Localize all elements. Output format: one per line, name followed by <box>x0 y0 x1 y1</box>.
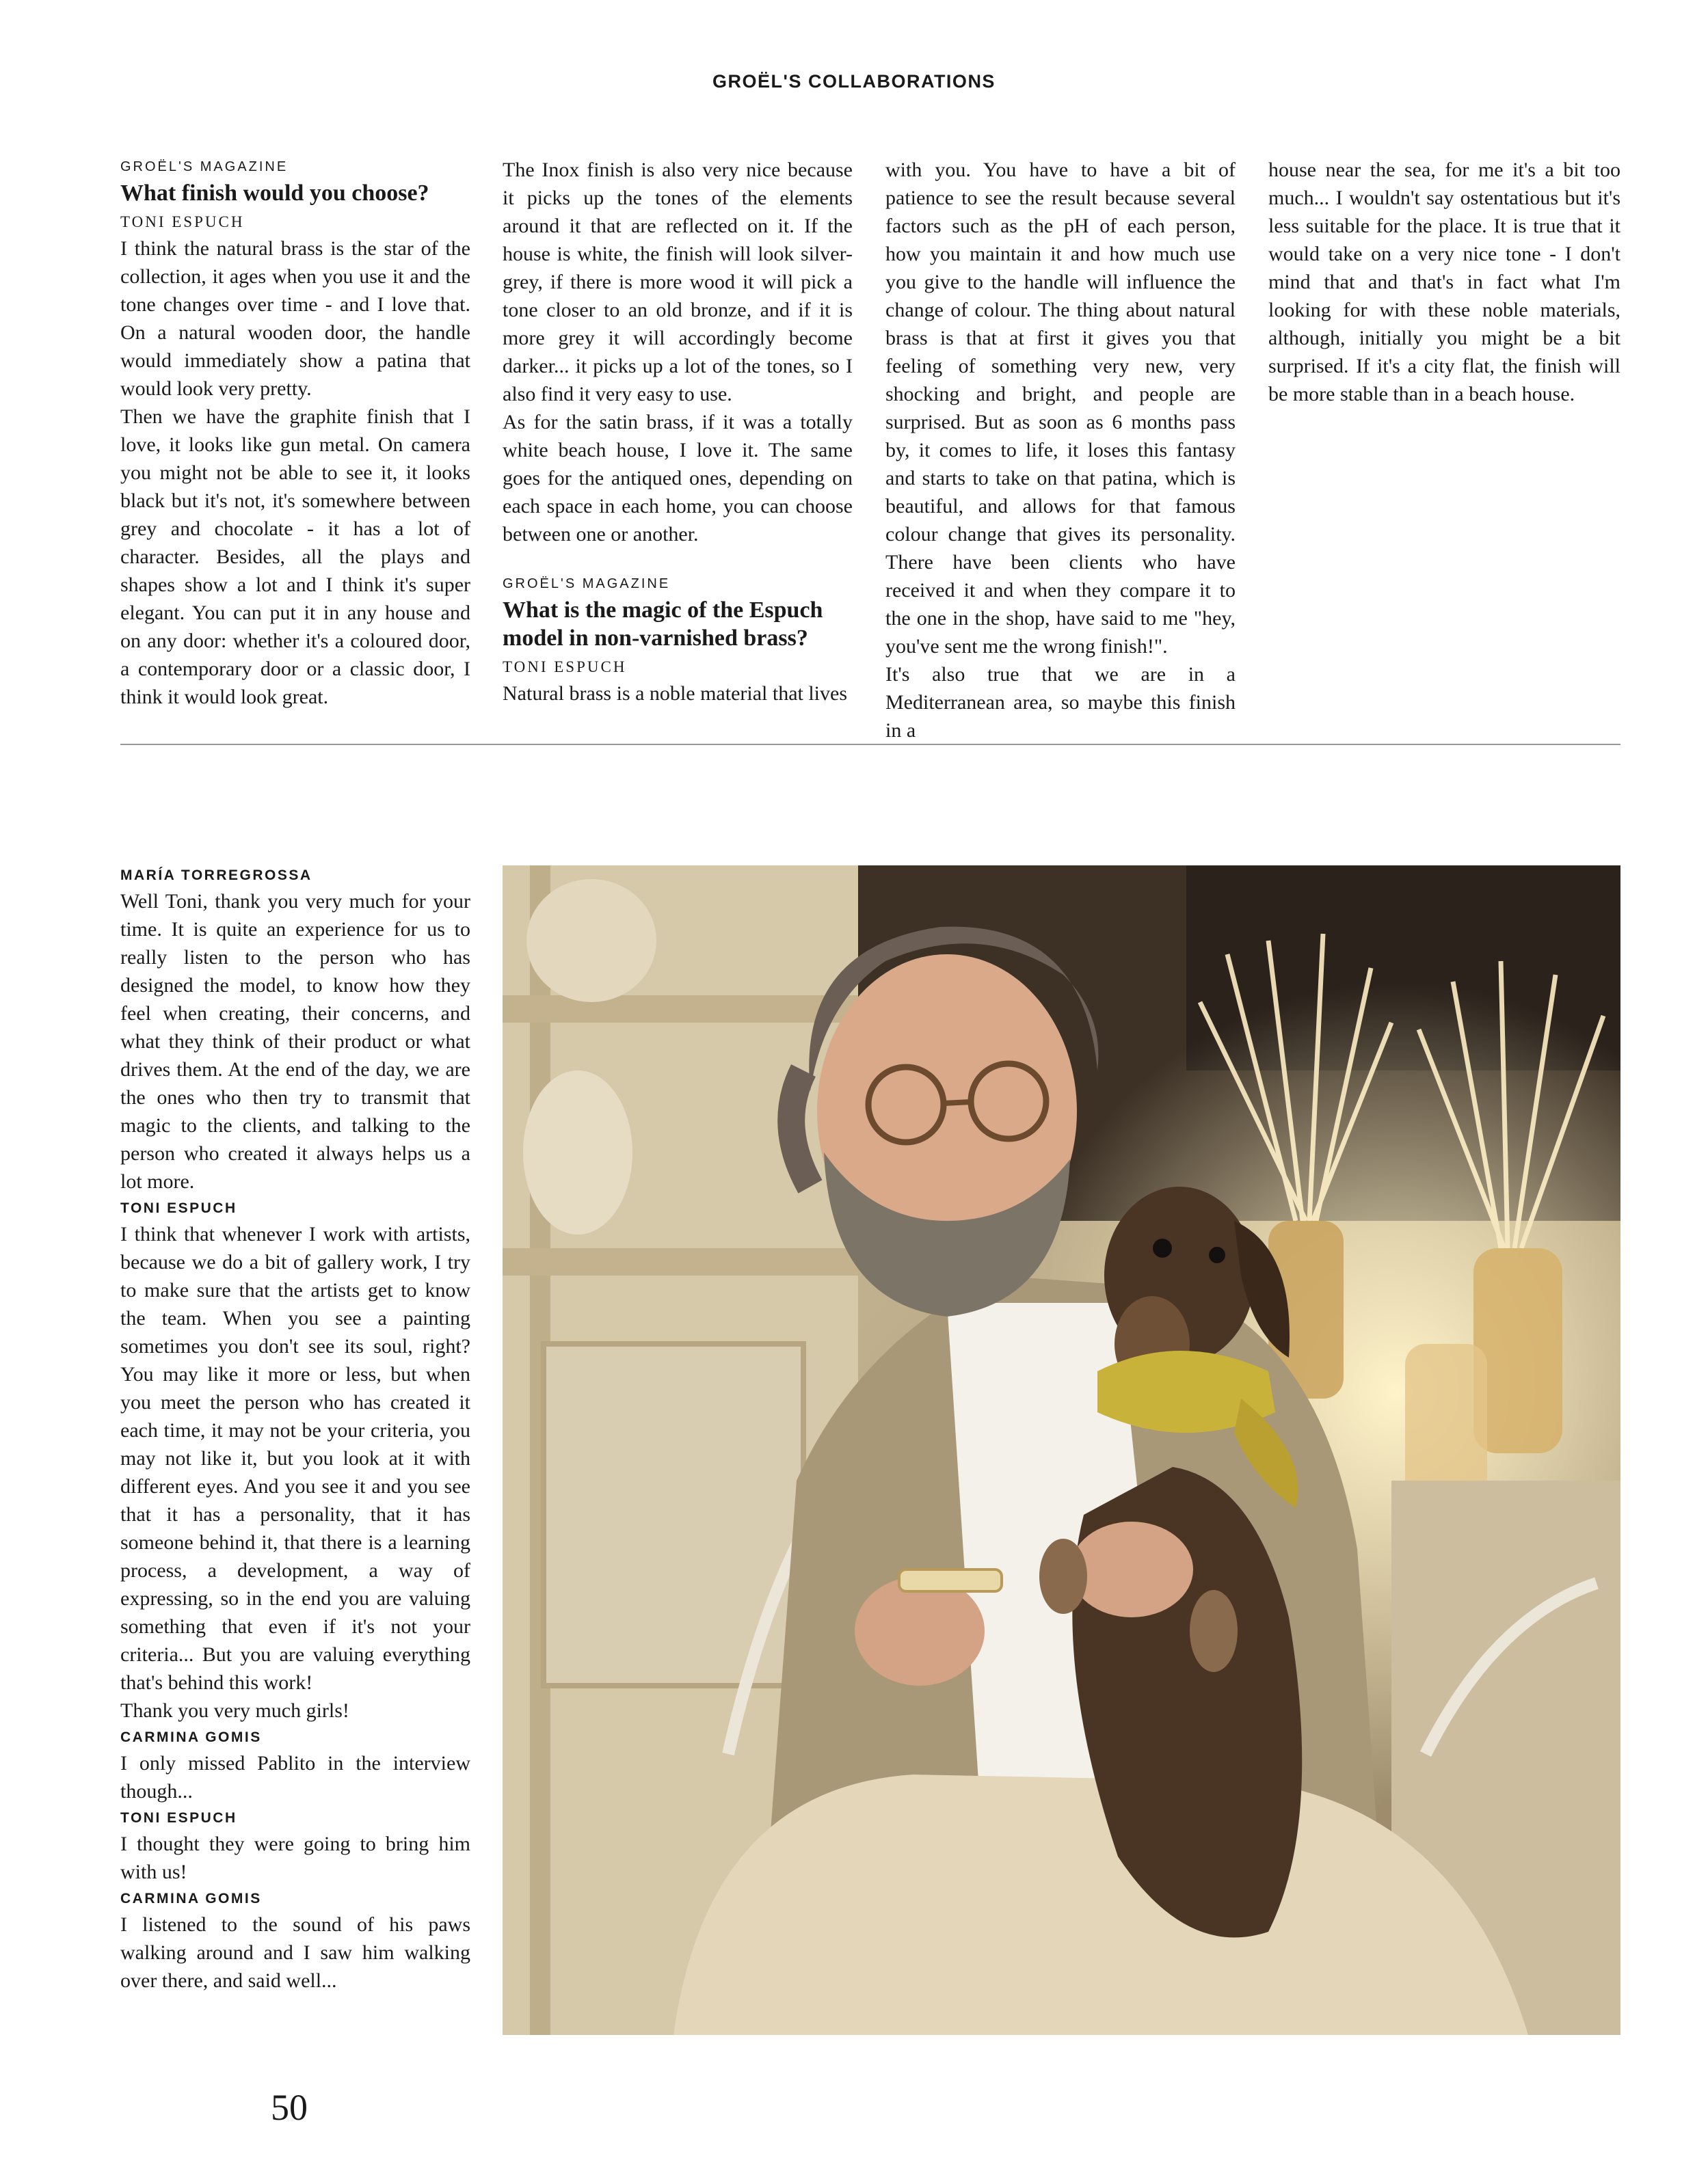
question-heading: What is the magic of the Espuch model in non-varnished brass? <box>503 597 823 651</box>
dialogue-paragraph: I thought they were going to bring him with us! <box>120 1833 470 1883</box>
dialogue-paragraph: I listened to the sound of his paws walking around and I saw him walking over there, and said well... <box>120 1913 470 1992</box>
answer-paragraph: with you. You have to have a bit of patience to see the result because several factors such as the pH of each person, how you maintain it and how much use you give to the handle will influence the change of colour. The thing about natural brass is that at first it gives you that feeling of something very new, very shocking and bright, and people are surprised. But as soon as 6 months pass by, it comes to life, it loses this fantasy and starts to take on that patina, which is beautiful, and allows for that famous colour change that gives its personality. There have been clients who have received it and when they compare it to the one in the shop, have said to me "hey, you've sent me the wrong finish!". <box>885 159 1236 658</box>
speaker-label: MARÍA TORREGROSSA <box>120 867 312 883</box>
answer-paragraph: house near the sea, for me it's a bit too much... I wouldn't say ostentatious but it's less suitable for the place. It is true that it would take on a very nice tone - I don't mind that and that's in fact what I'm looking for with these noble materials, although, initially you might be a bit surprised. If it's a city flat, the finish will be more stable than in a beach house. <box>1268 159 1620 405</box>
dialogue-paragraph: I only missed Pablito in the interview though... <box>120 1752 470 1803</box>
section-header: GROËL'S COLLABORATIONS <box>712 71 996 92</box>
speaker-label: TONI ESPUCH <box>120 1200 237 1216</box>
answer-paragraph: Then we have the graphite finish that I love, it looks like gun metal. On camera you might not be able to see it, it looks black but it's not, it's somewhere between grey and chocolate - it has a lot of character. Besides, all the plays and shapes show a lot and I think it's super elegant. You can put it in any house and on any door: whether it's a coloured door, a contemporary door or a classic door, I think it would look great. <box>120 405 470 708</box>
dialogue-paragraph: Thank you very much girls! <box>120 1699 349 1722</box>
answer-paragraph: The Inox finish is also very nice because it picks up the tones of the elements around it that are reflected on it. If the house is white, the finish will look silver-grey, if there is more wood it will pick a tone closer to an old bronze, and if it is more grey it will accordingly become darker... it picks up a lot of the tones, so I also find it very easy to use. <box>503 159 853 405</box>
speaker-label: TONI ESPUCH <box>120 213 245 230</box>
interview-closing-column <box>120 863 470 1995</box>
dialogue-paragraph: Well Toni, thank you very much for your time. It is quite an experience for us to really listen to the person who has designed the model, to know how they feel when creating, their concerns, and what they think of their product or what drives them. At the end of the day, we are the ones who then try to transmit that magic to the clients, and talking to the person who created it always helps us a lot more. <box>120 890 470 1193</box>
article-column-1 <box>120 157 470 711</box>
question-heading: What finish would you choose? <box>120 180 429 206</box>
article-column-2 <box>503 156 853 707</box>
article-column-4 <box>1268 156 1620 408</box>
answer-paragraph: As for the satin brass, if it was a totally white beach house, I love it. The same goes for the antiqued ones, depending on each space in each home, you can choose between one or another. <box>503 411 853 545</box>
speaker-label: TONI ESPUCH <box>120 1810 237 1826</box>
answer-paragraph: It's also true that we are in a Mediterranean area, so maybe this finish in a <box>885 663 1236 742</box>
article-column-3 <box>885 156 1236 744</box>
speaker-label: CARMINA GOMIS <box>120 1729 262 1745</box>
portrait-photo <box>503 865 1620 2035</box>
speaker-label: TONI ESPUCH <box>503 658 627 675</box>
magazine-label: GROËL'S MAGAZINE <box>503 576 671 591</box>
dialogue-paragraph: I think that whenever I work with artists, because we do a bit of gallery work, I try to make sure that the artists get to know the team. When you see a painting sometimes you don't see its soul, right? You may like it more or less, but when you meet the person who has created it each time, it may not be your criteria, you may not like it, but you look at it with different eyes. And you see it and you see that it has a personality, that it has someone behind it, that there is a learning process, a development, a way of expressing, so in the end you are valuing something that even if it's not your criteria... But you are valuing everything that's behind this work! <box>120 1223 470 1694</box>
answer-paragraph: I think the natural brass is the star of the collection, it ages when you use it and the tone changes over time - and I love that. On a natural wooden door, the handle would immediately show a patina that would look very pretty. <box>120 237 470 400</box>
speaker-label: CARMINA GOMIS <box>120 1891 262 1906</box>
section-divider <box>120 744 1620 745</box>
page-number: 50 <box>271 2087 308 2128</box>
answer-paragraph: Natural brass is a noble material that lives <box>503 682 848 705</box>
magazine-label: GROËL'S MAGAZINE <box>120 159 289 174</box>
